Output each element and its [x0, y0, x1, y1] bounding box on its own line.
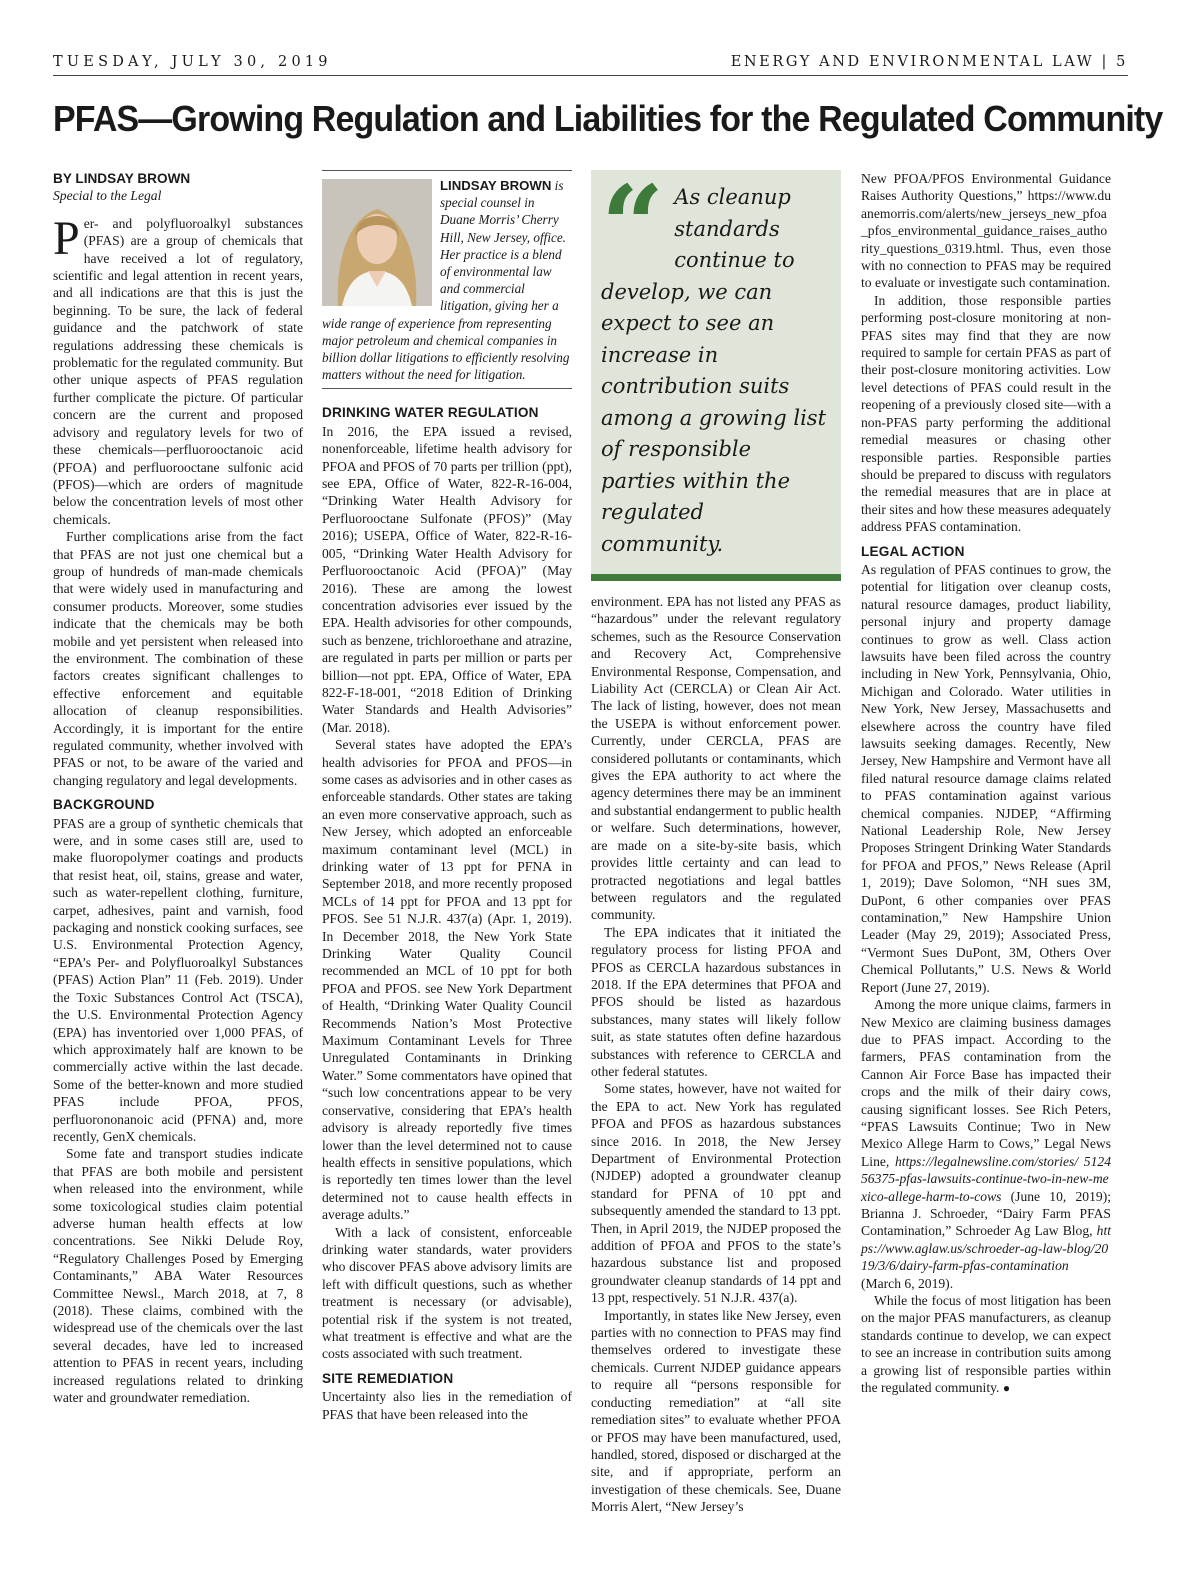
author-bio — [322, 170, 572, 389]
paragraph: Among the more unique claims, farmers in New Mexico are claiming business damages due to PFAS impact. According to the farmers, PFAS contamination from the Cannon Air Force Base has impacted their crops and the milk of their dairy cows, causing significant losses. See Rich Peters, “PFAS Lawsuits Continue; Two in New Mexico Allege Harm to Cows,” Legal News Line, https://legalnewsline.com/stories/ 512456375-pfas-lawsuits-continue-two-in-new-mexico-allege-harm-to-cows (June 10, 2019); Brianna J. Schroeder, “Dairy Farm PFAS Contamination,” Schroeder Ag Law Blog, https://www.aglaw.us/schroeder-ag-law-blog/2019/3/6/dairy-farm-pfas-contamination (March 6, 2019). — [861, 997, 1111, 1291]
header-rule — [53, 75, 1128, 76]
paragraph: Further complications arise from the fact that PFAS are not just one chemical but a group of hundreds of man-made chemicals that were widely used in manufacturing and consumer products. Moreover, some studies indicate that the chemicals may be both mobile and yet persistent when released into the environment. The combination of these factors creates significant challenges to effective enforcement and equitable allocation of cleanup responsibilities. Accordingly, it is important for the entire regulated community, whether involved with PFAS or not, to be aware of the varied and changing regulatory and legal developments. — [53, 529, 303, 788]
source-link[interactable]: https://legalnewsline.com/stories/ 512456375-pfas-lawsuits-continue-two-in-new-mexico-allege-harm-to-cows — [861, 1153, 1111, 1204]
byline-affiliation: Special to the Legal — [53, 188, 162, 204]
paragraph: New PFOA/PFOS Environmental Guidance Raises Authority Questions,” https://www.duanemorris.com/alerts/new_jerseys_new_pfoa_pfos_environmental_guidance_raises_authority_questions_0319.html. Thus, even those with no connection to PFAS may be required to evaluate or investigate such contamination. — [861, 171, 1111, 291]
paragraph: While the focus of most litigation has been on the major PFAS manufacturers, as cleanup standards continue to develop, we can expect to see an increase in contribution suits among a growing list of responsible parties within the regulated community. ● — [861, 1293, 1111, 1396]
paragraph: As regulation of PFAS continues to grow, the potential for litigation over cleanup costs, natural resource damages, product liability, personal injury and property damage continues to grow as well. Class action lawsuits have been filed across the country including in New York, Pennsylvania, Ohio, Michigan and Colorado. Water utilities in New York, New Jersey, Massachusetts and elsewhere across the country have filed lawsuits seeking damages. Recently, New Jersey, New Hampshire and Vermont have all filed natural resource damage claims related to PFAS contamination against various chemical companies. NJDEP, “Affirming National Leadership Role, New Jersey Proposes Stringent Drinking Water Standards for PFOA and PFOS,” News Release (April 1, 2019); Dave Solomon, “NH sues 3M, DuPont, 6 other companies over PFAS contamination,” New Hampshire Union Leader (May 29, 2019); Associated Press, “Vermont Sues DuPont, 3M, Others Over Chemical Pollutants,” U.S. News & World Report (June 27, 2019). — [861, 561, 1111, 995]
paragraph: The EPA indicates that it initiated the regulatory process for listing PFOA and PFOS as CERCLA hazardous substances in 2018. If the EPA determines that PFOA and PFOS should be listed as hazardous substances, many states will likely follow suit, as state statutes often define hazardous substances with reference to CERCLA and other federal statutes. — [591, 924, 841, 1079]
pull-quote-text: As cleanup standards continue to develop, we can expect to see an increase in contribution suits among a growing list of responsible parties within the regulated community. — [601, 185, 827, 556]
pull-quote — [591, 161, 841, 581]
section-heading-legal-action: LEGAL ACTION — [861, 543, 965, 559]
paragraph: Importantly, in states like New Jersey, even parties with no connection to PFAS may find themselves ordered to investigate these chemicals. Current NJDEP guidance appears to require all “persons responsible for conducting remediation” at “all site remediation sites” to evaluate whether PFOA or PFOS may have been manufactured, used, handled, stored, disposed or discharged at the site, and if appropriate, perform an investigation of these chemicals. See, Duane Morris Alert, “New Jersey’s — [591, 1307, 841, 1515]
section-heading-drinking-water: DRINKING WATER REGULATION — [322, 405, 539, 421]
section-and-page: ENERGY AND ENVIRONMENTAL LAW | 5 — [730, 54, 1128, 70]
column-3 — [591, 161, 841, 1516]
column-1 — [53, 170, 303, 1406]
paragraph: PFAS are a group of synthetic chemicals that were, and in some cases still are, used to make fluoropolymer coatings and products that resist heat, oil, stains, grease and water, such as water-repellent clothing, furniture, carpet, adhesives, paint and varnish, food packaging and nonstick cooking surfaces, see U.S. Environmental Protection Agency, “EPA’s Per- and Polyfluoroalkyl Substances (PFAS) Action Plan” 11 (Feb. 2019). Under the Toxic Substances Control Act (TSCA), the U.S. Environmental Protection Agency (EPA) has inventoried over 1,000 PFAS, of which approximately half are known to be commercially active within the last decade. Some of the better-known and more studied PFAS include PFOA, PFOS, perfluorononanoic acid (PFNA) and, more recently, GenX chemicals. — [53, 815, 303, 1144]
author-photo — [322, 179, 432, 306]
paragraph: In 2016, the EPA issued a revised, nonenforceable, lifetime health advisory for PFOA and PFOS of 70 parts per trillion (ppt), see EPA, Office of Water, 822-R-16-004, “Drinking Water Health Advisory for Perfluorooctane Sulfonate (PFOS)” (May 2016); USEPA, Office of Water, 822-R-16-005, “Drinking Water Health Advisory for Perfluorooctanoic Acid (PFOA)” (May 2016). These are among the lowest concentration advisories ever issued by the EPA. Health advisories for other compounds, such as benzene, trichloroethane and atrazine, are regulated in parts per million or parts per billion—not ppt. EPA, Office of Water, EPA 822-F-18-001, “2018 Edition of Drinking Water Standards and Health Advisories” (Mar. 2018). — [322, 423, 572, 735]
column-4 — [861, 170, 1111, 1397]
paragraph: With a lack of consistent, enforceable drinking water standards, water providers who discover PFAS above advisory limits are left with difficult questions, such as whether treatment is necessary (or advisable), potential risk if the system is not treated, what treatment is effective and what are the costs associated with such treatment. — [322, 1224, 572, 1362]
bio-name: LINDSAY BROWN — [440, 178, 552, 193]
section-heading-background: BACKGROUND — [53, 797, 155, 813]
intro-paragraph: Per- and polyfluoroalkyl substances (PFAS) are a group of chemicals that have received a lot of regulatory, scientific and legal attention in recent years, and all indications are that this is just the beginning. To be sure, the lack of federal guidance and the patchwork of state regulations addressing these chemicals is problematic for the regulated community. But other unique aspects of PFAS regulation further complicate the picture. Of particular concern are the current and proposed advisory and regulatory levels for two of these chemicals—perfluorooctanoic acid (PFOA) and perfluorooctane sulfonic acid (PFOS)—which are orders of magnitude below the concentration levels of most other chemicals. — [53, 211, 303, 527]
source-link[interactable]: https://www.aglaw.us/schroeder-ag-law-blog/2019/3/6/dairy-farm-pfas-contamination — [861, 1223, 1111, 1274]
paragraph: environment. EPA has not listed any PFAS as “hazardous” under the relevant regulatory schemes, such as the Resource Conservation and Recovery Act, Comprehensive Environmental Response, Compensation, and Liability Act (CERCLA) or Clean Air Act. The lack of listing, however, does not mean the USEPA is without enforcement power. Currently, under CERCLA, PFAS are considered pollutants or contaminants, which gives the EPA authority to act where the agency determines there may be an imminent and substantial endangerment to public health or welfare. Such determinations, however, are made on a site-by-site basis, which provides little certainty and can lead to protracted negotiations and legal battles between regulators and the regulated community. — [591, 594, 841, 923]
section-heading-site-remediation: SITE REMEDIATION — [322, 1370, 454, 1386]
quote-mark-icon: “ — [601, 161, 665, 290]
issue-date: TUESDAY, JULY 30, 2019 — [53, 54, 332, 70]
column-2 — [322, 170, 572, 1423]
headline: PFAS—Growing Regulation and Liabilities for the Regulated Community — [53, 98, 1163, 139]
paragraph: Some fate and transport studies indicate that PFAS are both mobile and persistent when released into the environment, while some toxicological studies claim potential adverse human health effects at low concentrations. See Nikki Delude Roy, “Regulatory Challenges Posed by Emerging Contaminants,” ABA Water Resources Committee Newsl., March 2018, at 7, 8 (2018). These claims, combined with the widespread use of the chemicals over the last several decades, have led to increased attention to PFAS in recent years, including increased regulations related to drinking water and groundwater remediation. — [53, 1146, 303, 1406]
drop-cap: P — [53, 211, 80, 265]
bio-text: is special counsel in Duane Morris’ Cherry Hill, New Jersey, office. Her practice is a blend of environmental law and commercial litigation, giving her a wide range of experience from representing major petroleum and chemical companies in billion dollar litigations to efficiently resolving matters without the need for litigation. — [322, 178, 570, 383]
paragraph: In addition, those responsible parties performing post-closure monitoring at non-PFAS sites may find that they are now required to sample for certain PFAS as part of their post-closure monitoring activities. Low level detections of PFAS could result in the reopening of a previously closed site—with a non-PFAS party performing the additional remedial measures or chasing other responsible parties. Responsible parties should be prepared to discuss with regulators the remedial measures that are in place at their sites and how these measures adequately address PFAS contamination. — [861, 292, 1111, 535]
paragraph: Uncertainty also lies in the remediation of PFAS that have been released into the — [322, 1389, 572, 1422]
end-mark-icon: ● — [1002, 1381, 1011, 1396]
paragraph: Several states have adopted the EPA’s health advisories for PFOA and PFOS—in some cases as advisories and in other cases as enforceable standards. Other states are taking an even more conservative approach, such as New Jersey, which adopted an enforceable maximum contaminant level (MCL) in drinking water of 13 ppt for PFNA in September 2018, and more recently proposed MCLs of 14 ppt for PFOA and 13 ppt for PFOS. See 51 N.J.R. 437(a) (Apr. 1, 2019). In December 2018, the New York State Drinking Water Quality Council recommended an MCL of 10 ppt for both PFOA and PFOS. see New York Department of Health, “Drinking Water Quality Council Recommends Nation’s Most Protective Maximum Contaminant Levels for Three Unregulated Contaminants in Drinking Water.” Some commentators have opined that “such low concentrations appear to be very conservative, considering that EPA’s health advisory is already reportedly five times lower than the level determined not to cause health effects in sensitive populations, which is reportedly ten times lower than the level determined not to cause health effects in average adults.” — [322, 737, 572, 1223]
paragraph: Some states, however, have not waited for the EPA to act. New York has regulated PFOA and PFOS as hazardous substances since 2016. In 2018, the New Jersey Department of Environmental Protection (NJDEP) adopted a groundwater cleanup standard for PFNA of 10 ppt and subsequently amended the standard to 13 ppt. Then, in April 2019, the NJDEP proposed the addition of PFOA and PFOS to the state’s hazardous substance list and proposed groundwater cleanup standards of 14 ppt and 13 ppt, respectively. 51 N.J.R. 437(a). — [591, 1081, 841, 1306]
byline: BY LINDSAY BROWN — [53, 171, 191, 186]
